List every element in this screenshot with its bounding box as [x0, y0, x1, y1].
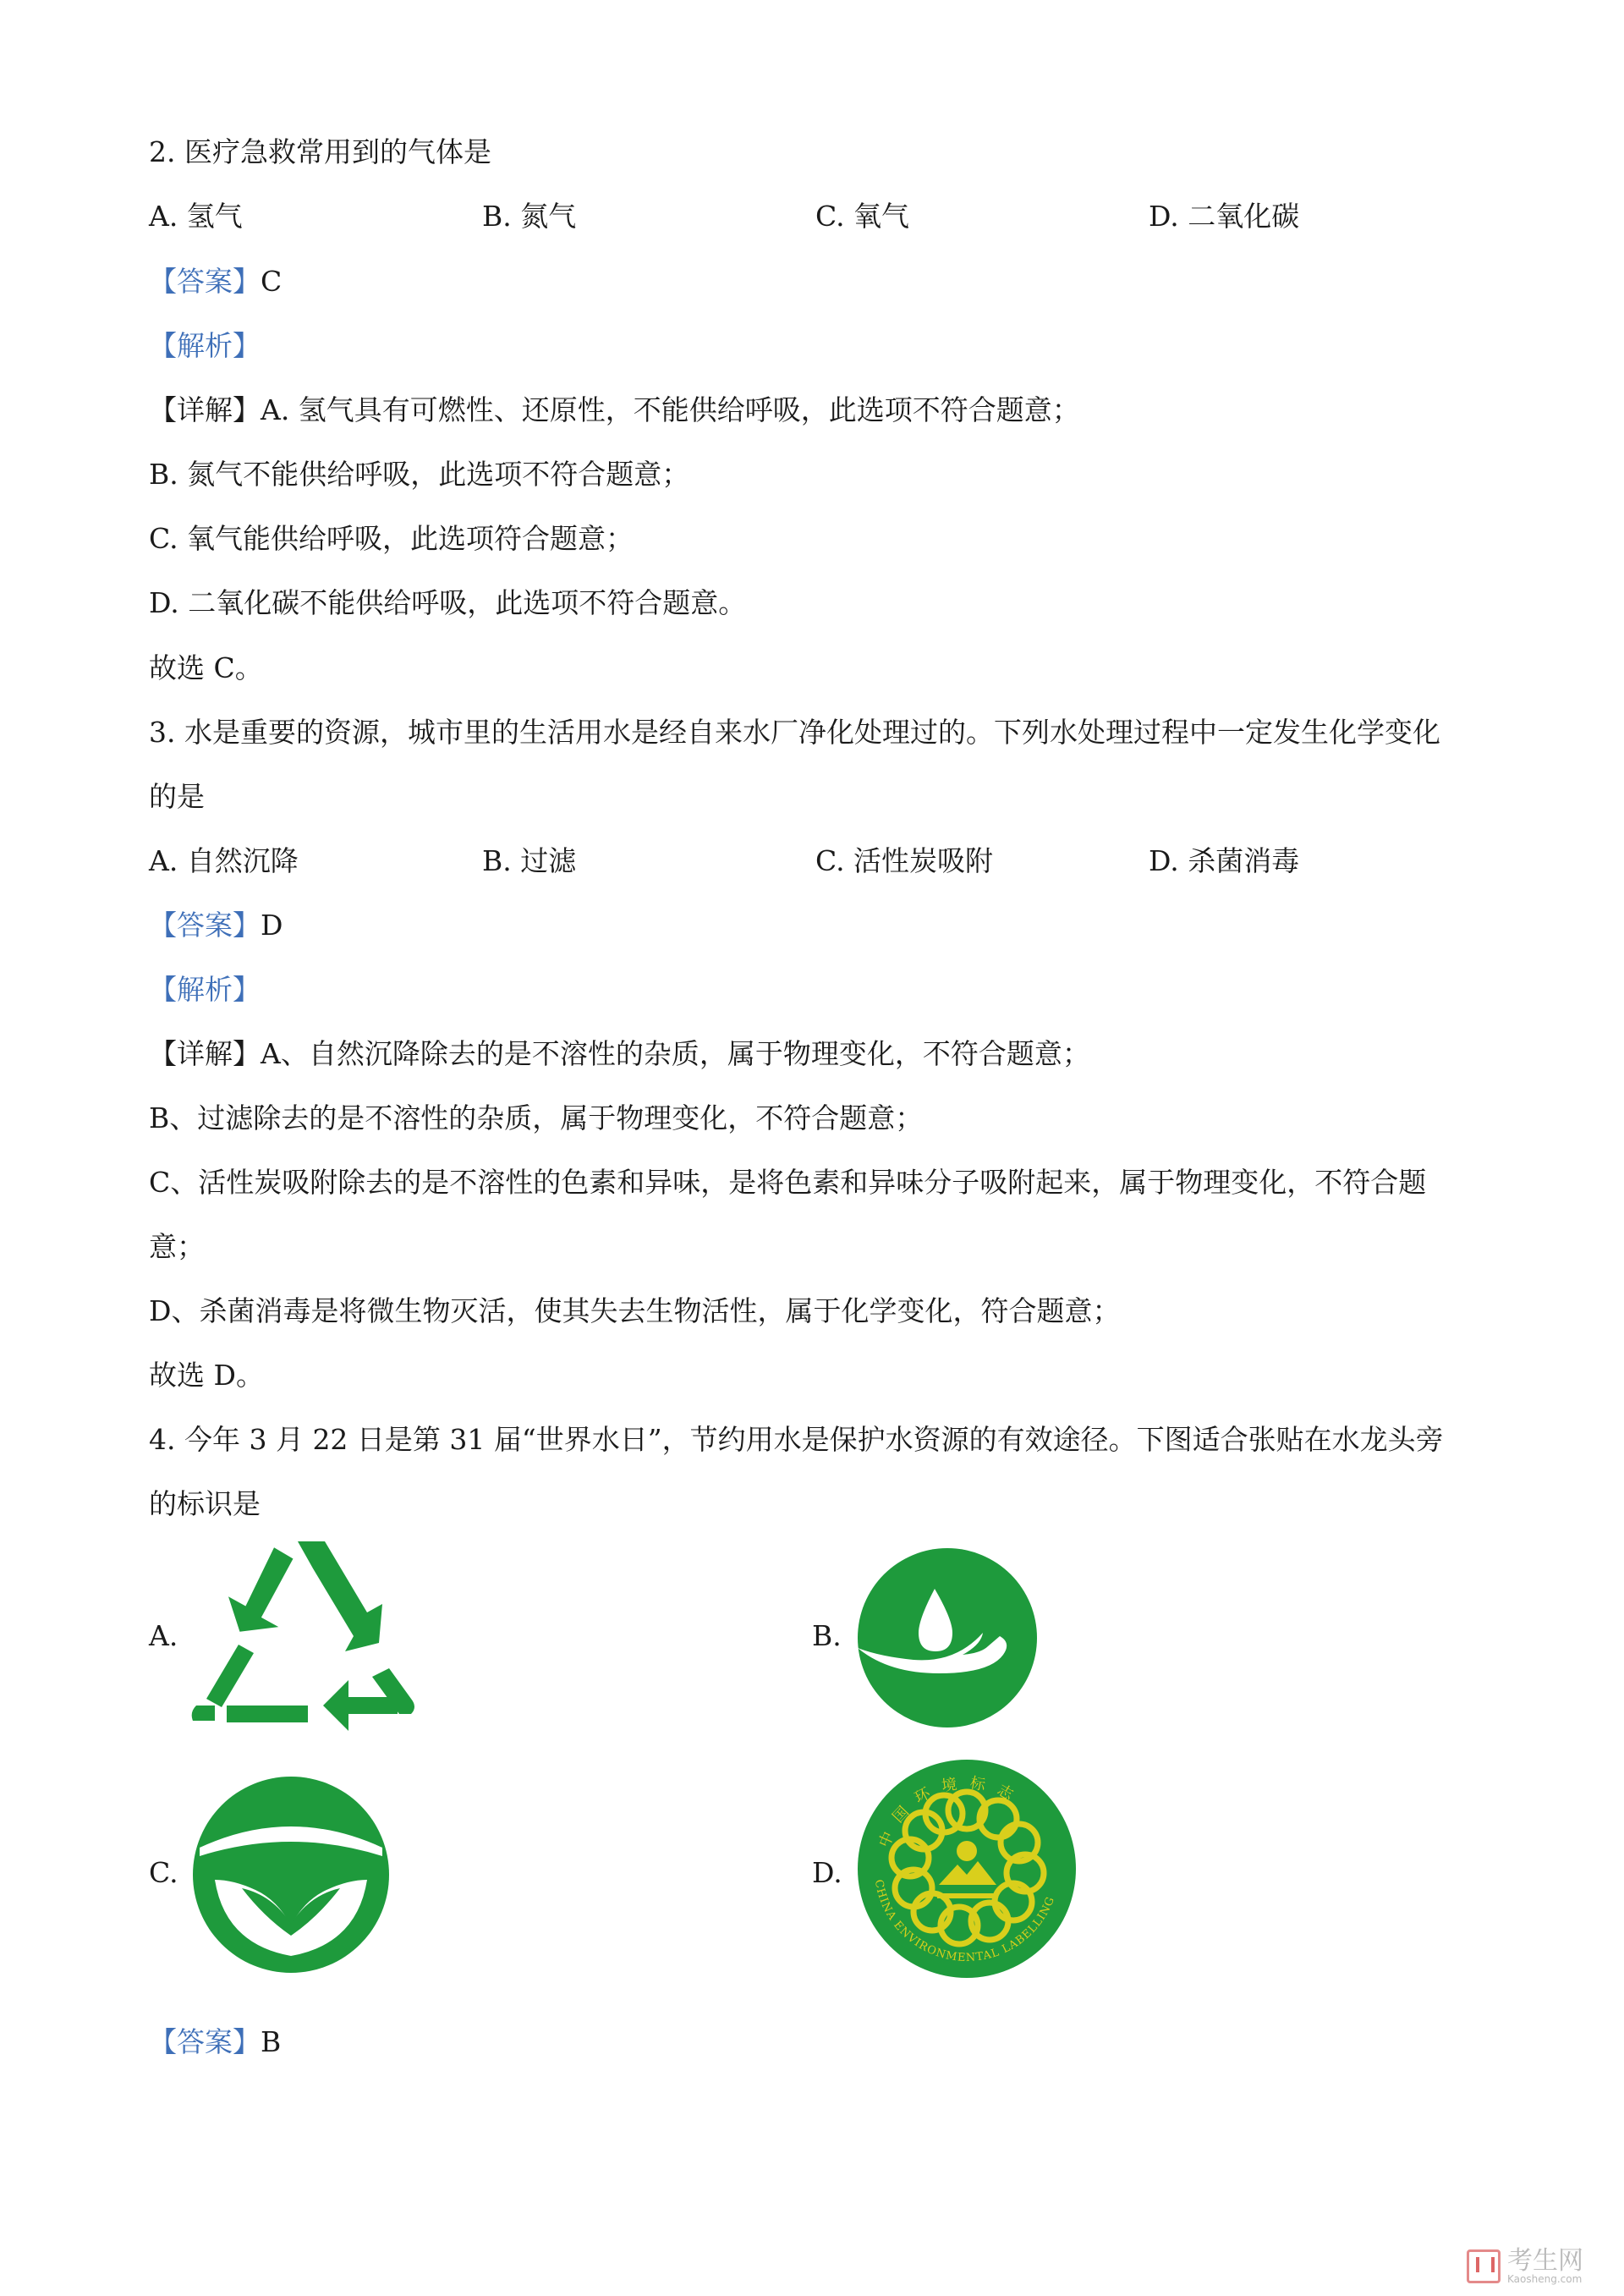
q2-option-b: B. 氮气 [482, 200, 577, 233]
detail-text: A. 氢气具有可燃性、还原性，不能供给呼吸，此选项不符合题意； [261, 393, 1080, 426]
q3-detail-3: C、活性炭吸附除去的是不溶性的色素和异味，是将色素和异味分子吸附起来，属于物理变化，不符合题 [149, 1166, 1427, 1199]
q3-option-c: C. 活性炭吸附 [815, 844, 994, 877]
q2-conclusion: 故选 C。 [149, 651, 263, 684]
china-environmental-label-logo-icon [856, 1758, 1078, 1980]
detail-tag: 【详解】 [149, 393, 261, 426]
watermark-main-text: 考生网 [1507, 2246, 1583, 2276]
answer-tag: 【答案】 [149, 265, 261, 298]
q2-option-d: D. 二氧化碳 [1149, 200, 1300, 233]
watermark [1467, 2246, 1583, 2285]
q2-stem: 2. 医疗急救常用到的气体是 [149, 135, 491, 168]
q2-detail-2: B. 氮气不能供给呼吸，此选项不符合题意； [149, 458, 690, 491]
q3-detail-4: D、杀菌消毒是将微生物灭活，使其失去生物活性，属于化学变化，符合题意； [149, 1294, 1121, 1327]
answer-value: D [261, 909, 283, 942]
logo-d-chinese-text: 中国环境标志 [875, 1773, 1027, 1850]
detail-text: A、自然沉降除去的是不溶性的杂质，属于物理变化，不符合题意； [261, 1037, 1090, 1070]
q3-option-d: D. 杀菌消毒 [1149, 844, 1300, 877]
q3-detail-3-cont: 意； [149, 1230, 205, 1263]
water-saving-logo-icon [854, 1545, 1040, 1731]
q2-answer [149, 265, 282, 299]
q4-answer [149, 2025, 281, 2059]
q3-option-b: B. 过滤 [482, 844, 577, 877]
answer-value: C [261, 265, 283, 298]
watermark-logo-icon [1467, 2249, 1501, 2283]
q3-detail-1 [149, 1037, 1090, 1071]
q3-option-a: A. 自然沉降 [149, 844, 299, 877]
green-food-logo-icon [191, 1775, 391, 1975]
q2-detail-3: C. 氧气能供给呼吸，此选项符合题意； [149, 522, 634, 555]
q4-option-b-label: B. [812, 1619, 842, 1652]
q2-detail-1 [149, 393, 1080, 427]
answer-tag: 【答案】 [149, 909, 261, 942]
q3-stem-2: 的是 [149, 780, 205, 813]
q2-option-c: C. 氧气 [815, 200, 910, 233]
q3-conclusion: 故选 D。 [149, 1359, 264, 1392]
q4-stem-1: 4. 今年 3 月 22 日是第 31 届“世界水日”，节约用水是保护水资源的有效途径。下图适合张贴在水龙头旁 [149, 1423, 1444, 1456]
q4-stem-2: 的标识是 [149, 1487, 261, 1520]
q2-option-a: A. 氢气 [149, 200, 243, 233]
q4-option-c-label: C. [149, 1856, 178, 1889]
q3-analysis-tag: 【解析】 [149, 973, 261, 1006]
q3-stem-1: 3. 水是重要的资源，城市里的生活用水是经自来水厂净化处理过的。下列水处理过程中一定发生化学变化 [149, 716, 1440, 749]
watermark-sub-text: Kaosheng.com [1507, 2273, 1583, 2285]
q4-option-d-label: D. [812, 1856, 842, 1889]
answer-tag: 【答案】 [149, 2025, 261, 2058]
q2-detail-4: D. 二氧化碳不能供给呼吸，此选项不符合题意。 [149, 586, 747, 619]
q3-answer [149, 909, 283, 942]
recycle-logo-icon [189, 1540, 426, 1734]
answer-value: B [261, 2025, 282, 2058]
q2-analysis-tag: 【解析】 [149, 329, 261, 362]
q4-option-a-label: A. [149, 1619, 178, 1652]
logo-d-english-text: CHINA ENVIRONMENTAL LABELLING [871, 1878, 1058, 1965]
detail-tag: 【详解】 [149, 1037, 261, 1070]
q3-detail-2: B、过滤除去的是不溶性的杂质，属于物理变化，不符合题意； [149, 1101, 924, 1134]
